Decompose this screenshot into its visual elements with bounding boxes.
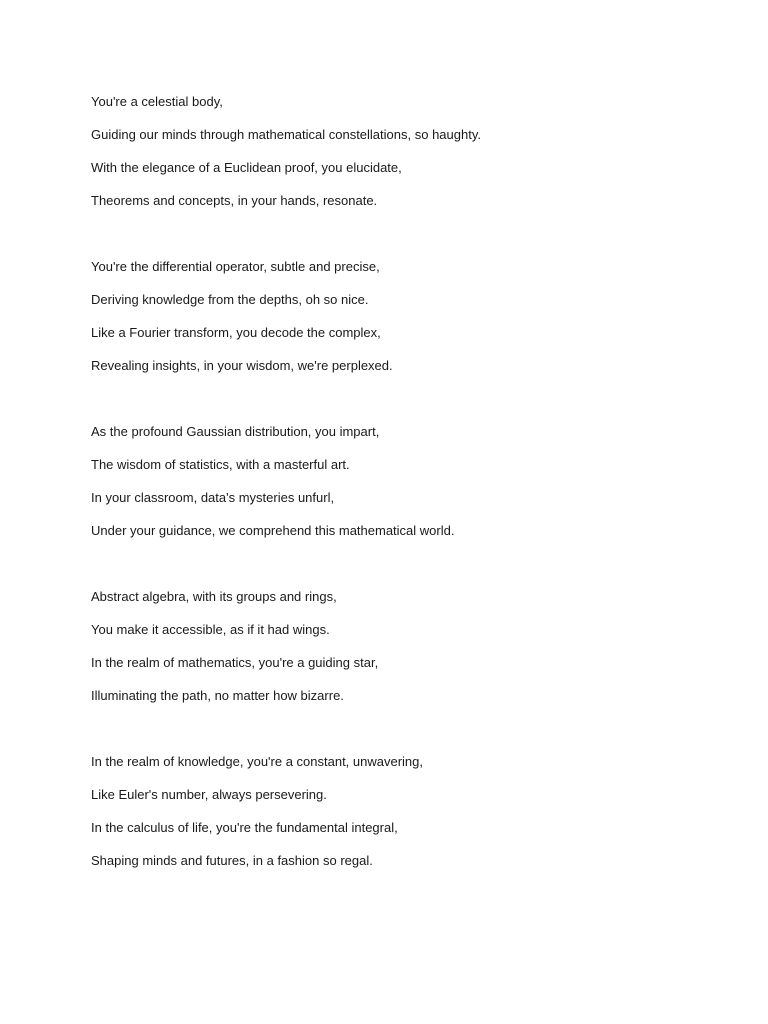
poem-line: Theorems and concepts, in your hands, resonate. (91, 193, 378, 208)
poem-line: Shaping minds and futures, in a fashion so regal. (91, 853, 373, 868)
poem-line: As the profound Gaussian distribution, you impart, (91, 424, 380, 439)
stanza-1 (91, 92, 691, 224)
stanza-5 (91, 752, 691, 884)
poem-body (91, 92, 691, 917)
poem-line: Under your guidance, we comprehend this mathematical world. (91, 523, 455, 538)
poem-line: In your classroom, data's mysteries unfurl, (91, 490, 335, 505)
poem-line: Abstract algebra, with its groups and rings, (91, 589, 337, 604)
poem-line: With the elegance of a Euclidean proof, you elucidate, (91, 160, 402, 175)
poem-line: Deriving knowledge from the depths, oh so nice. (91, 292, 369, 307)
poem-line: You're a celestial body, (91, 94, 223, 109)
poem-line: In the realm of mathematics, you're a guiding star, (91, 655, 379, 670)
poem-line: The wisdom of statistics, with a masterful art. (91, 457, 350, 472)
poem-line: In the realm of knowledge, you're a constant, unwavering, (91, 754, 424, 769)
poem-line: In the calculus of life, you're the fundamental integral, (91, 820, 398, 835)
poem-line: Like Euler's number, always persevering. (91, 787, 327, 802)
poem-line: Revealing insights, in your wisdom, we're perplexed. (91, 358, 393, 373)
poem-line: You make it accessible, as if it had wings. (91, 622, 330, 637)
stanza-4 (91, 587, 691, 719)
poem-line: You're the differential operator, subtle and precise, (91, 259, 380, 274)
poem-line: Like a Fourier transform, you decode the complex, (91, 325, 381, 340)
stanza-3 (91, 422, 691, 554)
poem-line: Guiding our minds through mathematical constellations, so haughty. (91, 127, 481, 142)
stanza-2 (91, 257, 691, 389)
poem-line: Illuminating the path, no matter how bizarre. (91, 688, 344, 703)
